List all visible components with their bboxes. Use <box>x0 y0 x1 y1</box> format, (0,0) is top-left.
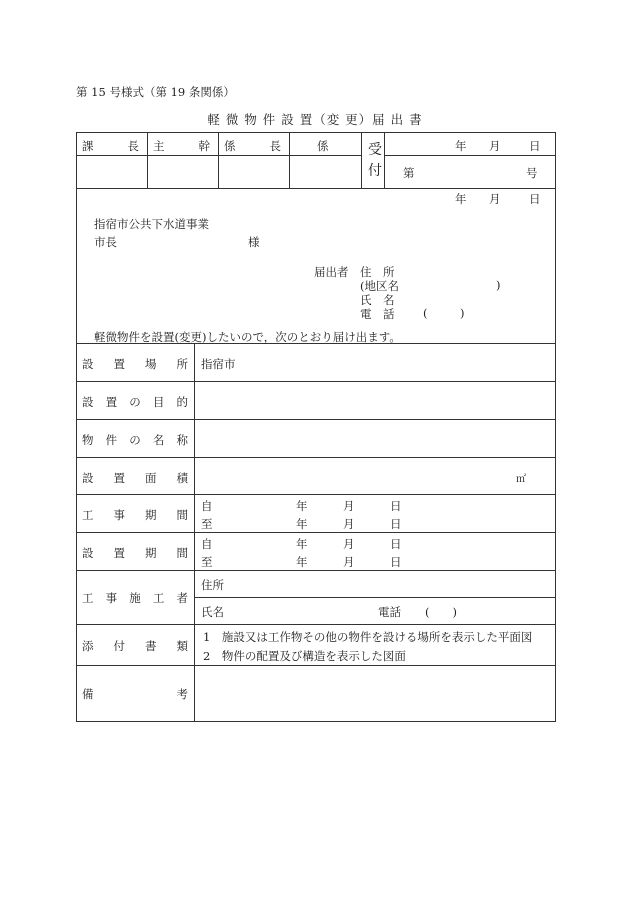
kakaricho-label: 係 長 <box>224 139 281 153</box>
uketsuke-year: 年 <box>455 139 467 153</box>
phone-close: ) <box>460 306 465 320</box>
construction-to-month: 月 <box>343 517 355 531</box>
date-day: 日 <box>529 192 541 206</box>
contractor-phone-paren: ( ) <box>425 605 457 619</box>
attachments-label: 添 付 書 類 <box>82 639 188 653</box>
kakari-label: 係 <box>317 139 329 153</box>
contractor-label: 工 事 施 工 者 <box>82 591 188 605</box>
approval-row-divider <box>76 155 362 156</box>
uketsuke-month: 月 <box>489 139 501 153</box>
attachment-1: 1 施設又は工作物その他の物件を設ける場所を表示した平面図 <box>203 630 533 644</box>
form-number: 第 15 号様式（第 19 条関係） <box>76 85 235 99</box>
contractor-name: 氏名 <box>201 605 224 619</box>
form-title: 軽 微 物 件 設 置（変 更）届 出 書 <box>207 112 423 127</box>
contractor-address: 住所 <box>201 578 224 592</box>
row-line-3 <box>76 419 556 420</box>
date-month: 月 <box>489 192 501 206</box>
row-line-2 <box>76 381 556 382</box>
approval-col-divider-3 <box>289 132 290 188</box>
row-line-6 <box>76 532 556 533</box>
row-line-4 <box>76 457 556 458</box>
row-line-8 <box>76 624 556 625</box>
approval-col-divider-4 <box>361 132 362 188</box>
shukan-label: 主 幹 <box>153 139 210 153</box>
construction-to-year: 年 <box>296 517 308 531</box>
construction-from-year: 年 <box>296 499 308 513</box>
construction-period-label: 工 事 期 間 <box>82 508 188 522</box>
kacho-label: 課 長 <box>82 139 139 153</box>
installation-to-year: 年 <box>296 555 308 569</box>
construction-from-month: 月 <box>343 499 355 513</box>
approval-bottom-line <box>76 188 556 189</box>
installation-to: 至 <box>201 555 213 569</box>
installation-to-month: 月 <box>343 555 355 569</box>
row-line-7 <box>76 570 556 571</box>
approval-col-divider-1 <box>147 132 148 188</box>
recipient-sama: 様 <box>248 235 260 249</box>
address-label: 住 所 <box>360 265 395 279</box>
approval-col-divider-2 <box>218 132 219 188</box>
contractor-divider <box>194 597 556 598</box>
date-year: 年 <box>455 192 467 206</box>
phone-open: ( <box>423 306 428 320</box>
attachment-2: 2 物件の配置及び構造を表示した図面 <box>203 649 406 663</box>
district-label: (地区名 <box>360 279 399 293</box>
recipient-line-2: 市長 <box>94 235 117 249</box>
uketsuke-row-divider <box>384 155 556 156</box>
object-name-label: 物 件 の 名 称 <box>82 433 188 447</box>
row-line-5 <box>76 494 556 495</box>
recipient-line-1: 指宿市公共下水道事業 <box>94 217 209 231</box>
uketsuke-label: 受付 <box>368 142 382 179</box>
uketsuke-day: 日 <box>529 139 541 153</box>
remarks-label: 備 考 <box>82 687 188 701</box>
installation-from-year: 年 <box>296 537 308 551</box>
installation-from-month: 月 <box>343 537 355 551</box>
location-label: 設 置 場 所 <box>82 357 188 371</box>
phone-label: 電 話 <box>360 307 395 321</box>
receipt-go: 号 <box>526 166 538 180</box>
area-label: 設 置 面 積 <box>82 471 188 485</box>
location-value: 指宿市 <box>201 357 236 371</box>
purpose-label: 設 置 の 目 的 <box>82 395 188 409</box>
district-close: ) <box>496 278 501 292</box>
installation-period-label: 設 置 期 間 <box>82 546 188 560</box>
area-unit: ㎡ <box>516 474 526 485</box>
installation-from: 自 <box>201 537 213 551</box>
construction-to: 至 <box>201 517 213 531</box>
applicant-label: 届出者 <box>314 265 349 279</box>
label-column-divider <box>194 343 195 721</box>
contractor-phone: 電話 <box>378 605 401 619</box>
installation-from-day: 日 <box>390 537 402 551</box>
construction-from: 自 <box>201 499 213 513</box>
construction-from-day: 日 <box>390 499 402 513</box>
construction-to-day: 日 <box>390 517 402 531</box>
name-label: 氏 名 <box>360 293 395 307</box>
receipt-dai: 第 <box>403 166 415 180</box>
installation-to-day: 日 <box>390 555 402 569</box>
row-line-9 <box>76 665 556 666</box>
statement: 軽微物件を設置(変更)したいので，次のとおり届け出ます。 <box>94 330 401 344</box>
